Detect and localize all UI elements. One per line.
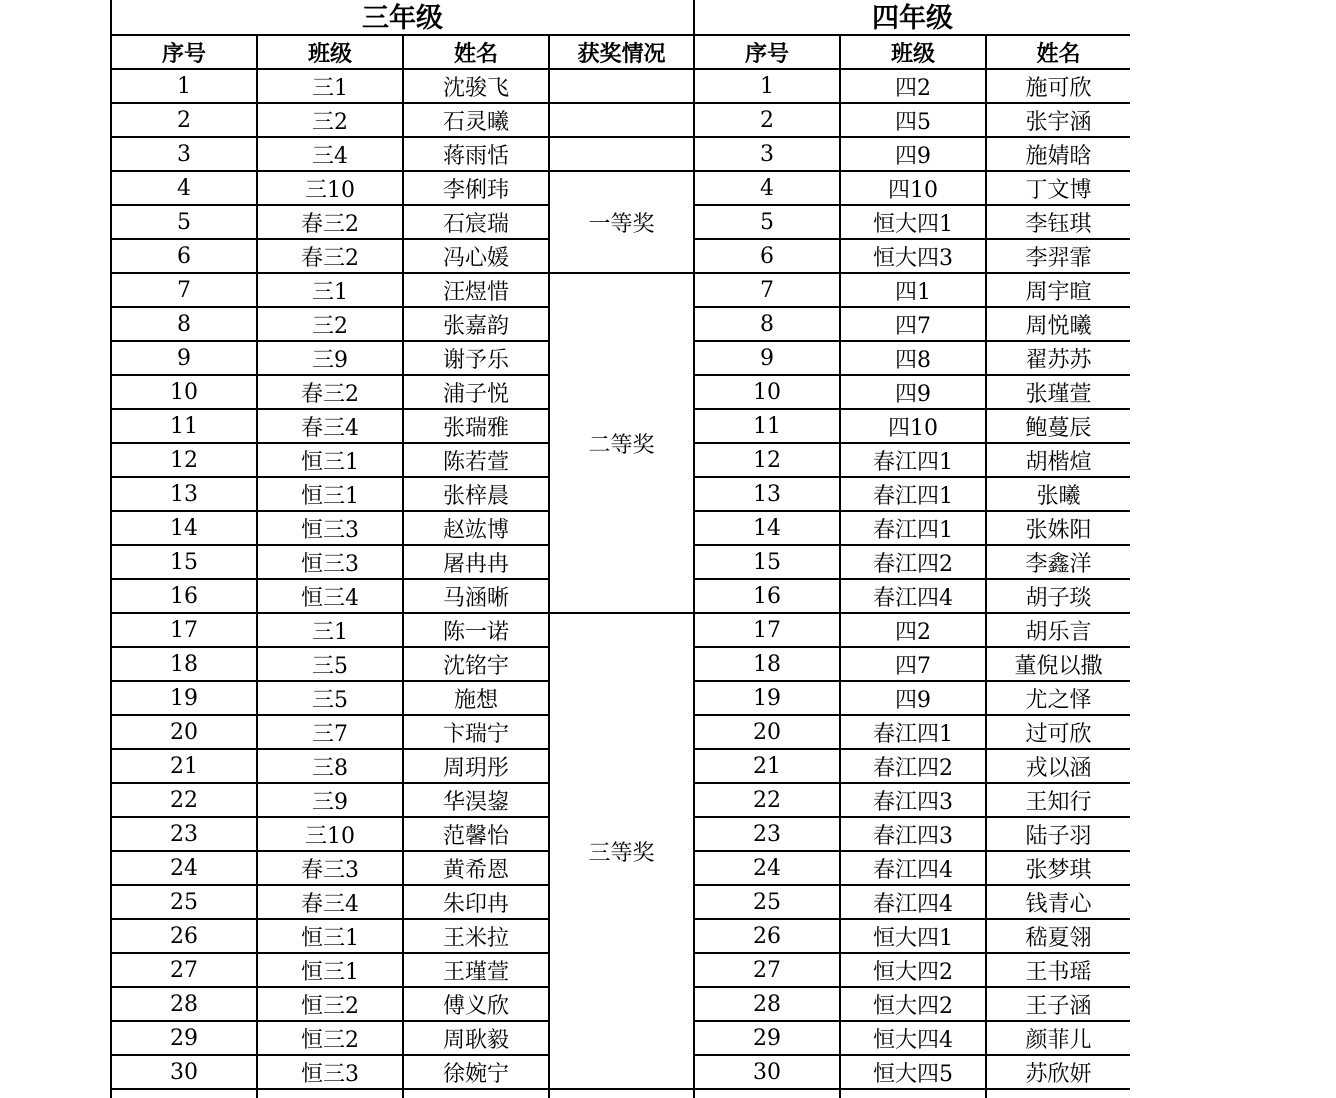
table-row — [111, 69, 1130, 103]
g3-row-name: 马涵晰 — [403, 579, 549, 613]
g3-row-no: 14 — [111, 511, 257, 545]
g3-row-name: 周耿毅 — [403, 1021, 549, 1055]
g4-row-no: 20 — [694, 715, 840, 749]
g4-row-class: 四7 — [840, 647, 986, 681]
g4-row-no: 6 — [694, 239, 840, 273]
g3-row-name: 陈一诺 — [403, 613, 549, 647]
g3-row-name: 范馨怡 — [403, 817, 549, 851]
award-blank-cell — [549, 137, 694, 171]
g4-row-name: 翟苏苏 — [986, 341, 1130, 375]
g3-row-name: 浦子悦 — [403, 375, 549, 409]
g4-row-class: 四10 — [840, 409, 986, 443]
g3-header-award: 获奖情况 — [549, 35, 694, 69]
award-table — [110, 0, 1130, 1098]
g4-row-no: 14 — [694, 511, 840, 545]
g3-row-class: 恒三3 — [257, 511, 403, 545]
award-blank-cell — [549, 103, 694, 137]
g3-row-no: 28 — [111, 987, 257, 1021]
g4-row-no: 8 — [694, 307, 840, 341]
g4-row-no: 9 — [694, 341, 840, 375]
g3-row-no: 7 — [111, 273, 257, 307]
g4-row-no: 24 — [694, 851, 840, 885]
g4-row-class: 恒大四2 — [840, 987, 986, 1021]
g3-row-class: 三1 — [257, 613, 403, 647]
g3-row-class: 三7 — [257, 715, 403, 749]
g3-row-class: 三4 — [257, 137, 403, 171]
g4-row-no: 27 — [694, 953, 840, 987]
g4-row-class: 春江四2 — [840, 545, 986, 579]
g4-row-class: 恒大四1 — [840, 205, 986, 239]
g3-header-no: 序号 — [111, 35, 257, 69]
g4-row-name: 胡楷煊 — [986, 443, 1130, 477]
g4-row-no: 30 — [694, 1055, 840, 1089]
g3-row-class: 春三4 — [257, 409, 403, 443]
g3-row-class: 春三3 — [257, 851, 403, 885]
award-first-prize: 一等奖 — [549, 171, 694, 273]
g4-row-class: 春江四1 — [840, 443, 986, 477]
grade4-title: 四年级 — [694, 0, 1130, 35]
g3-row-no: 5 — [111, 205, 257, 239]
g4-row-class: 恒大四1 — [840, 919, 986, 953]
g3-row-name: 朱印冉 — [403, 885, 549, 919]
table-body — [111, 69, 1130, 1098]
g3-row-no: 22 — [111, 783, 257, 817]
g3-row-name: 冯心媛 — [403, 239, 549, 273]
g3-row-class: 恒三2 — [257, 987, 403, 1021]
g4-row-class: 恒大四2 — [840, 953, 986, 987]
g3-row-class: 春三2 — [257, 375, 403, 409]
g4-row-class: 四7 — [840, 307, 986, 341]
g4-row-name: 过可欣 — [986, 715, 1130, 749]
g4-row-class: 四9 — [840, 137, 986, 171]
g3-row-name: 石宸瑞 — [403, 205, 549, 239]
g4-row-no: 23 — [694, 817, 840, 851]
g4-row-no: 2 — [694, 103, 840, 137]
g3-row-no: 16 — [111, 579, 257, 613]
g4-row-no: 7 — [694, 273, 840, 307]
g4-row-name: 王知行 — [986, 783, 1130, 817]
table-row — [111, 137, 1130, 171]
g4-row-class: 春江四4 — [840, 885, 986, 919]
g4-row-no: 21 — [694, 749, 840, 783]
g4-row-no: 26 — [694, 919, 840, 953]
g4-row-no: 17 — [694, 613, 840, 647]
g4-row-name: 胡乐言 — [986, 613, 1130, 647]
g3-row-class: 恒三3 — [257, 1055, 403, 1089]
g3-row-no: 23 — [111, 817, 257, 851]
g4-row-no: 13 — [694, 477, 840, 511]
grade-title-row — [111, 0, 1130, 35]
g4-row-name: 张姝阳 — [986, 511, 1130, 545]
g4-row-name: 张瑾萱 — [986, 375, 1130, 409]
award-second-prize: 二等奖 — [549, 273, 694, 613]
g4-row-class: 四9 — [840, 375, 986, 409]
g4-row-class: 恒大四5 — [840, 1055, 986, 1089]
g3-row-class: 春三2 — [257, 205, 403, 239]
g4-row-class: 春江四1 — [840, 477, 986, 511]
g3-row-name: 张梓晨 — [403, 477, 549, 511]
g4-row-no: 15 — [694, 545, 840, 579]
g3-row-class: 三5 — [257, 681, 403, 715]
g4-row-no: 1 — [694, 69, 840, 103]
g4-row-name: 苏欣妍 — [986, 1055, 1130, 1089]
g4-row-name: 周悦曦 — [986, 307, 1130, 341]
g3-row-no: 12 — [111, 443, 257, 477]
g3-row-name: 施想 — [403, 681, 549, 715]
g4-row-class: 四10 — [840, 171, 986, 205]
g3-row-class: 春三4 — [257, 885, 403, 919]
g3-row-no: 9 — [111, 341, 257, 375]
g3-row-class: 恒三1 — [257, 477, 403, 511]
g3-row-name: 张嘉韵 — [403, 307, 549, 341]
g3-row-name: 徐婉宁 — [403, 1055, 549, 1089]
g4-row-no: 28 — [694, 987, 840, 1021]
g4-row-no: 19 — [694, 681, 840, 715]
g3-row-name: 赵竑博 — [403, 511, 549, 545]
g3-row-no: 30 — [111, 1055, 257, 1089]
header-row — [111, 35, 1130, 69]
g3-row-name: 石灵曦 — [403, 103, 549, 137]
g4-row-class: 恒大四3 — [840, 239, 986, 273]
g3-row-name: 沈铭宇 — [403, 647, 549, 681]
g4-row-no: 12 — [694, 443, 840, 477]
g3-row-no: 25 — [111, 885, 257, 919]
g3-row-class: 恒三1 — [257, 443, 403, 477]
g3-row-no: 20 — [111, 715, 257, 749]
g3-row-class: 三2 — [257, 307, 403, 341]
g4-row-no: 11 — [694, 409, 840, 443]
grade3-title: 三年级 — [111, 0, 694, 35]
g4-row-class: 四2 — [840, 69, 986, 103]
g3-row-name: 黄希恩 — [403, 851, 549, 885]
g4-row-class: 春江四3 — [840, 783, 986, 817]
g3-row-class: 三9 — [257, 341, 403, 375]
g4-row-name: 李羿霏 — [986, 239, 1130, 273]
g3-row-no: 21 — [111, 749, 257, 783]
g3-row-class: 三9 — [257, 783, 403, 817]
g4-row-name: 周宇暄 — [986, 273, 1130, 307]
g4-header-name: 姓名 — [986, 35, 1130, 69]
g3-header-name: 姓名 — [403, 35, 549, 69]
g3-row-class: 三1 — [257, 273, 403, 307]
g3-row-class: 三10 — [257, 817, 403, 851]
g4-row-name: 尤之怿 — [986, 681, 1130, 715]
g4-row-name: 鲍蔓辰 — [986, 409, 1130, 443]
g4-row-name: 张曦 — [986, 477, 1130, 511]
award-blank-cell — [549, 69, 694, 103]
g3-row-no: 19 — [111, 681, 257, 715]
g3-row-name: 张瑞雅 — [403, 409, 549, 443]
g4-row-no: 25 — [694, 885, 840, 919]
g3-row-no: 1 — [111, 69, 257, 103]
g3-row-no: 6 — [111, 239, 257, 273]
award-third-prize: 三等奖 — [549, 613, 694, 1089]
g3-row-name: 沈骏飞 — [403, 69, 549, 103]
g3-row-name: 李俐玮 — [403, 171, 549, 205]
g4-row-class: 春江四2 — [840, 749, 986, 783]
g4-row-name: 李钰琪 — [986, 205, 1130, 239]
g3-row-name: 王米拉 — [403, 919, 549, 953]
g4-row-no: 22 — [694, 783, 840, 817]
g3-row-no: 24 — [111, 851, 257, 885]
g3-row-class: 三10 — [257, 171, 403, 205]
g3-row-class: 三8 — [257, 749, 403, 783]
g3-row-no: 29 — [111, 1021, 257, 1055]
g4-row-class: 四8 — [840, 341, 986, 375]
g3-row-no: 4 — [111, 171, 257, 205]
g4-row-no: 29 — [694, 1021, 840, 1055]
g3-row-no: 18 — [111, 647, 257, 681]
g3-row-no: 15 — [111, 545, 257, 579]
g4-row-class: 四2 — [840, 613, 986, 647]
g3-row-name: 屠冉冉 — [403, 545, 549, 579]
g4-header-class: 班级 — [840, 35, 986, 69]
table-row-partial — [111, 1089, 1130, 1098]
table-row — [111, 613, 1130, 647]
table-row — [111, 273, 1130, 307]
g3-row-class: 三5 — [257, 647, 403, 681]
g3-row-name: 卞瑞宁 — [403, 715, 549, 749]
g3-row-no: 2 — [111, 103, 257, 137]
g3-row-class: 恒三1 — [257, 953, 403, 987]
table-row — [111, 171, 1130, 205]
g4-header-no: 序号 — [694, 35, 840, 69]
g4-row-name: 丁文博 — [986, 171, 1130, 205]
g4-row-no: 10 — [694, 375, 840, 409]
g4-row-class: 春江四1 — [840, 511, 986, 545]
g3-row-no: 11 — [111, 409, 257, 443]
g3-row-no: 3 — [111, 137, 257, 171]
g4-row-class: 春江四4 — [840, 579, 986, 613]
g4-row-class: 四5 — [840, 103, 986, 137]
g3-row-name: 陈若萱 — [403, 443, 549, 477]
table-row — [111, 103, 1130, 137]
g3-row-name: 傅义欣 — [403, 987, 549, 1021]
g3-row-class: 恒三3 — [257, 545, 403, 579]
g3-row-name: 蒋雨恬 — [403, 137, 549, 171]
g4-row-name: 张宇涵 — [986, 103, 1130, 137]
g3-row-name: 王瑾萱 — [403, 953, 549, 987]
g3-row-name: 华淏鋆 — [403, 783, 549, 817]
g4-row-name: 颜菲儿 — [986, 1021, 1130, 1055]
g3-row-no: 17 — [111, 613, 257, 647]
g4-row-class: 春江四3 — [840, 817, 986, 851]
g4-row-name: 王子涵 — [986, 987, 1130, 1021]
g4-row-name: 嵇夏翎 — [986, 919, 1130, 953]
g4-row-name: 董倪以撒 — [986, 647, 1130, 681]
g3-row-class: 三1 — [257, 69, 403, 103]
g4-row-no: 16 — [694, 579, 840, 613]
g4-row-no: 3 — [694, 137, 840, 171]
g4-row-name: 施婧晗 — [986, 137, 1130, 171]
g3-row-class: 三2 — [257, 103, 403, 137]
g4-row-no: 18 — [694, 647, 840, 681]
g3-row-class: 恒三4 — [257, 579, 403, 613]
g4-row-name: 李鑫洋 — [986, 545, 1130, 579]
g3-row-name: 谢予乐 — [403, 341, 549, 375]
g3-row-class: 春三2 — [257, 239, 403, 273]
g3-header-class: 班级 — [257, 35, 403, 69]
g3-row-no: 27 — [111, 953, 257, 987]
g4-row-class: 四1 — [840, 273, 986, 307]
g4-row-no: 4 — [694, 171, 840, 205]
g3-row-class: 恒三2 — [257, 1021, 403, 1055]
g4-row-name: 钱青心 — [986, 885, 1130, 919]
g4-row-no: 5 — [694, 205, 840, 239]
g3-row-class: 恒三1 — [257, 919, 403, 953]
g4-row-name: 张梦琪 — [986, 851, 1130, 885]
g3-row-no: 8 — [111, 307, 257, 341]
g3-row-no: 10 — [111, 375, 257, 409]
g4-row-name: 王书瑶 — [986, 953, 1130, 987]
g4-row-class: 恒大四4 — [840, 1021, 986, 1055]
g3-row-no: 26 — [111, 919, 257, 953]
g3-row-name: 汪煜惜 — [403, 273, 549, 307]
g4-row-class: 春江四1 — [840, 715, 986, 749]
g4-row-name: 陆子羽 — [986, 817, 1130, 851]
g4-row-class: 四9 — [840, 681, 986, 715]
g4-row-name: 施可欣 — [986, 69, 1130, 103]
g4-row-class: 春江四4 — [840, 851, 986, 885]
award-sheet — [110, 0, 1130, 1098]
g3-row-no: 13 — [111, 477, 257, 511]
g3-row-name: 周玥彤 — [403, 749, 549, 783]
g4-row-name: 胡子琰 — [986, 579, 1130, 613]
g4-row-name: 戎以涵 — [986, 749, 1130, 783]
